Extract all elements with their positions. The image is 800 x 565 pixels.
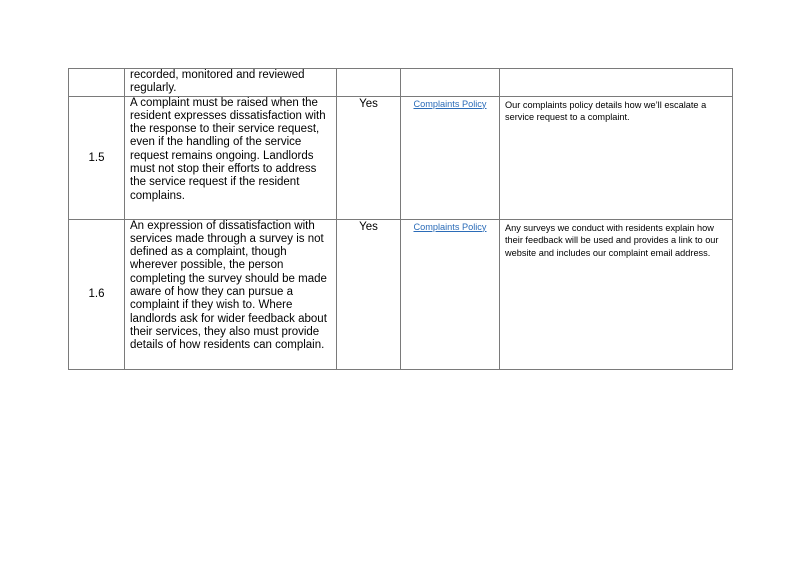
evidence-cell (401, 69, 500, 97)
row-number: 1.5 (69, 96, 125, 219)
commentary-text: Our complaints policy details how we’ll escalate a service request to a complaint. (500, 96, 733, 219)
compliant-value: Yes (337, 219, 401, 369)
row-number: 1.6 (69, 219, 125, 369)
table-row (69, 219, 733, 369)
commentary-text: Any surveys we conduct with residents explain how their feedback will be used and provides a link to our website and includes our complaint email address. (500, 219, 733, 369)
evidence-cell (401, 96, 500, 219)
requirement-text: An expression of dissatisfaction with services made through a survey is not defined as a complaint, though wherever possible, the person completing the survey should be made aware of how they can pursue a complaint if they wish to. Where landlords ask for wider feedback about their services, they also must provide details of how residents can complain. (125, 219, 337, 369)
commentary-text (500, 69, 733, 97)
compliant-value (337, 69, 401, 97)
table-row (69, 69, 733, 97)
complaints-policy-link[interactable]: Complaints Policy (413, 98, 487, 109)
requirement-text: recorded, monitored and reviewed regularly. (125, 69, 337, 97)
compliance-table (68, 68, 733, 370)
complaints-policy-link[interactable]: Complaints Policy (413, 221, 487, 232)
evidence-cell (401, 219, 500, 369)
row-number (69, 69, 125, 97)
compliant-value: Yes (337, 96, 401, 219)
requirement-text: A complaint must be raised when the resident expresses dissatisfaction with the response to their service request, even if the handling of the service request remains ongoing. Landlords must not stop their efforts to address the service request if the resident complains. (125, 96, 337, 219)
table-row (69, 96, 733, 219)
